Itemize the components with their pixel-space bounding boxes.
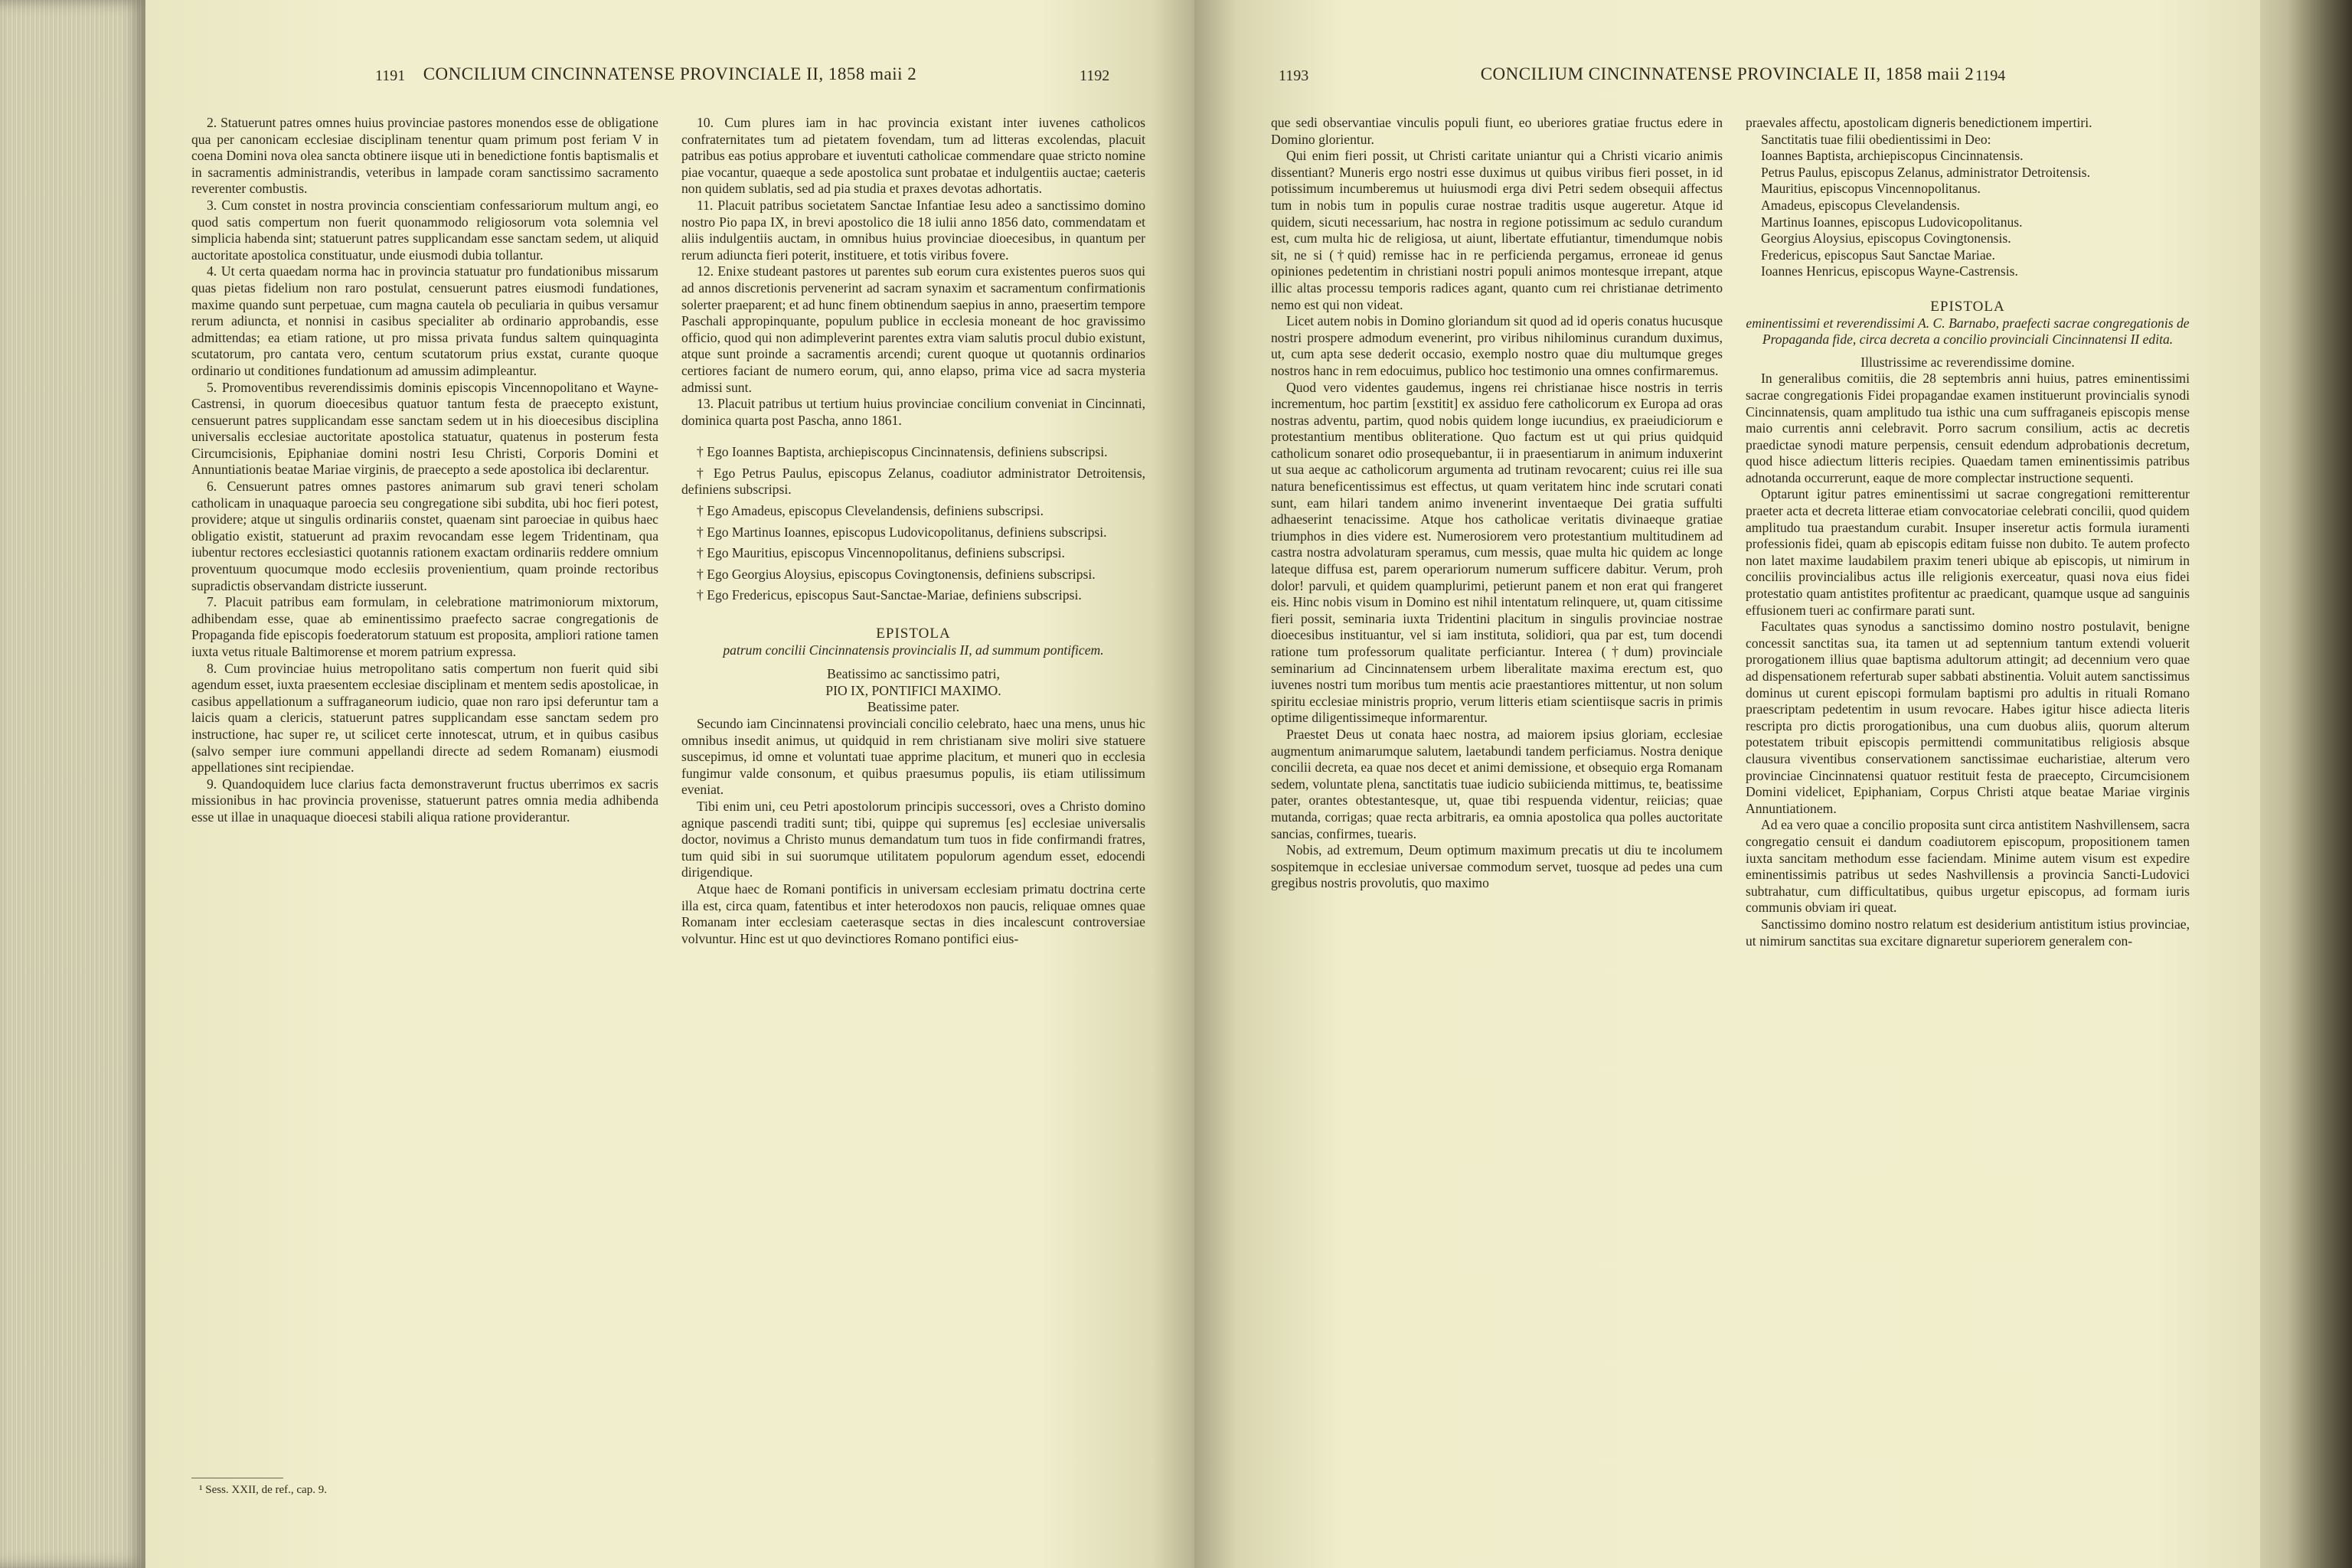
epistola-subtitle: patrum concilii Cincinnatensis provincialis II, ad summum pontificem. xyxy=(723,642,1104,658)
spacer xyxy=(1746,280,2190,288)
left-page-column-1 xyxy=(191,115,658,826)
letter-paragraph: Ad ea vero quae a concilio proposita sunt circa antistitem Nashvillensem, sacra congregatio censuit ei dandum coadiutorem episcopum, propositionem tamen iuxta sancitam methodum esse faciendam. Minime autem visum est expedire eminentissimis patribus ut sedes Nashvillensis a provincia Sancti-Ludovici subtrahatur, cum difficultatibus, quibus urgetur episcopus, ad formam iuris communis obviam iri queat. xyxy=(1746,817,2190,916)
letter-paragraph: Optarunt igitur patres eminentissimi ut sacrae congregationi remitterentur praeter acta et decreta litterae etiam convocatoriae celebrati concilii, quod quidem amplitudo tua praestandum curabit. Insuper inseretur actis formula iuramenti professionis fidei, quam ab episcopis editam fuisse non dubito. Te autem profecto non latet maxime laudabilem praxim teneri ubique ab episcopis, ut nimirum in conciliis provincialibus actus ille religionis exerceatur, quasi nova eius fidei protestatio quam antistites profitentur ac praedicant, quamque usque ad sanguinis effusionem tueri ac confirmare parati sunt. xyxy=(1746,486,2190,618)
footnote-text: Sess. XXII, de ref., cap. 9. xyxy=(205,1484,327,1496)
salutation: Illustrissime ac reverendissime domine. xyxy=(1860,354,2075,370)
signer-line: Martinus Ioannes, episcopus Ludovicopolitanus. xyxy=(1761,214,2023,230)
decree-paragraph: 2. Statuerunt patres omnes huius provinciae pastores monendos esse de obligatione qua per canonicam ecclesiae disciplinam tenentur quam primum post feriam V in coena Domini nova olea sancta obtinere iisque uti in benedictione fontis baptismalis et in sacramentis administrandis, veteribus in lampade coram sanctissimo sacramento reverenter combustis. xyxy=(191,115,658,197)
letter-paragraph: Secundo iam Cincinnatensi provinciali concilio celebrato, haec una mens, unus hic omnibus insedit animus, ut quidquid in rem christianam sive moliri sive statuere suscepimus, id omne et voluntati tuae apprime placitum, et muneri quo in ecclesia fungimur valde consonum, et quibus praesumus populis, iis etiam utilissimum eveniat. xyxy=(681,716,1145,798)
decree-paragraph: 13. Placuit patribus ut tertium huius provinciae concilium conveniat in Cincinnati, dominica quarta post Pascha, anno 1861. xyxy=(681,396,1145,428)
page-number-1194: 1194 xyxy=(1975,67,2006,84)
right-page xyxy=(1194,0,2260,1568)
footnote: ¹ Sess. XXII, de ref., cap. 9. xyxy=(199,1484,327,1496)
page-number-1193: 1193 xyxy=(1279,67,1309,84)
salutation-pope: PIO IX, PONTIFICI MAXIMO. xyxy=(825,682,1001,698)
signature-line: † Ego Georgius Aloysius, episcopus Covingtonensis, definiens subscripsi. xyxy=(697,566,1096,582)
book-page-edges-right xyxy=(2260,0,2352,1568)
decree-paragraph: 11. Placuit patribus societatem Sanctae Infantiae Iesu adeo a sanctissimo domino nostro Pio papa IX, in brevi apostolico die 18 iulii anno 1856 dato, commendatam et aliis indulgentiis auctam, in omnibus huius provinciae dioecesibus, in quantum per rerum adiuncta fieri poterit, instituere, et totis viribus fovere. xyxy=(681,197,1145,263)
signer-line: Georgius Aloysius, episcopus Covingtonensis. xyxy=(1761,230,2011,247)
signer-line: Ioannes Henricus, episcopus Wayne-Castrensis. xyxy=(1761,263,2018,279)
signature-line: † Ego Ioannes Baptista, archiepiscopus Cincinnatensis, definiens subscripsi. xyxy=(697,444,1108,460)
signature-line: † Ego Amadeus, episcopus Clevelandensis, definiens subscripsi. xyxy=(697,503,1044,519)
right-page-column-1 xyxy=(1271,115,1723,892)
decree-paragraph: 6. Censuerunt patres omnes pastores animarum sub gravi teneri scholam catholicam in unaquaque paroecia seu congregatione sibi subdita, ubi hoc fieri potest, providere; atque ut singulis ordinariis constet, quaenam sint paroeciae in quibus haec obligatio existit, statuerunt ad praxim revocandam esse legem Tridentinam, qua iubentur rectores ecclesiastici quotannis rationem exactam ordinariis reddere omnium proventuum quocumque modo ecclesiis provenientium, quam proinde rectoribus supradictis observandam districte iusserunt. xyxy=(191,479,658,593)
decree-paragraph: 9. Quandoquidem luce clarius facta demonstraverunt fructus uberrimos ex sacris missionibus in hac provincia provenisse, statuerunt patres omnia media adhibenda esse ut illae in unaquaque dioecesi stabili aliqua ratione providerantur. xyxy=(191,776,658,825)
running-title-left: CONCILIUM CINCINNATENSE PROVINCIALE II, 1858 maii 2 xyxy=(423,64,917,83)
page-number-1192: 1192 xyxy=(1080,67,1110,84)
signer-line: Fredericus, episcopus Saut Sanctae Mariae. xyxy=(1761,247,1995,263)
signature-line: † Ego Martinus Ioannes, episcopus Ludovicopolitanus, definiens subscripsi. xyxy=(697,524,1107,540)
letter-paragraph: Licet autem nobis in Domino gloriandum sit quod ad id operis conatus hucusque nostri prospere admodum evenerint, pro viribus nihilominus curandum duximus, ut, cum apta sese dederit occasio, exemplo nostro quae diu multumque greges nostros hanc in rem edocuimus, publico hoc testimonio una omnes confirmaremus. xyxy=(1271,313,1723,378)
decree-paragraph: 5. Promoventibus reverendissimis dominis episcopis Vincennopolitano et Wayne-Castrensi, in quorum dioecesibus quatuor tantum festa de praecepto existunt, censuerunt patres supplicandam esse sanctam sedem ut in his dioecesibus disciplina universalis ecclesiae auctoritate apostolica statuatur, quatenus in posterum festa Circumcisionis, Epiphaniae domini nostri Iesu Christi, Corporis Domini et Annuntiationis beatae Mariae virginis, de praecepto a sede apostolica ibi declarentur. xyxy=(191,379,658,478)
signature-line: † Ego Petrus Paulus, episcopus Zelanus, coadiutor administrator Detroitensis, definiens subscripsi. xyxy=(681,465,1145,498)
page-number-1191: 1191 xyxy=(375,67,406,84)
letter-paragraph: Praestet Deus ut conata haec nostra, ad maiorem ipsius gloriam, ecclesiae augmentum animarumque salutem, laetabundi tandem perficiamus. Nostra denique concilii decreta, ea quae nos decet et animi demissione, et obsequio erga Romanam sedem, voluntate plena, sanctitatis tuae iudicio subiicienda mittimus, te, beatissime pater, orantes obtestantesque, ut, quae tibi respuenda videntur, reiicias; quae mutanda, corrigas; quae recta arbitraris, ea omnia apostolica qua polles auctoritate sancias, confirmes, tuearis. xyxy=(1271,726,1723,841)
signer-line: Ioannes Baptista, archiepiscopus Cincinnatensis. xyxy=(1761,148,2024,164)
signer-line: Petrus Paulus, episcopus Zelanus, administrator Detroitensis. xyxy=(1761,164,2091,180)
salutation: Beatissimo ac sanctissimo patri, xyxy=(827,666,1000,682)
letter-paragraph: Qui enim fieri possit, ut Christi caritate uniantur qui a Christi vicario animis dissentiant? Muneris ergo nostri esse duximus ut quibus viribus fieri posset, in id potissimum incumberemus ut huiusmodi erga divi Petri sedem obsequii affectus tum in nobis tum in populis curae nostrae traditis usque augeretur. Atque id quidem, sicuti necessarium, hac nostra in regione potissimum ac sedulo curandum est, cum multa hic de religiosa, ut aiunt, libertate effutiantur, timendumque nobis sit, ne si (†quid) remisse hac in re perficienda pergamus, erroneae id genus opiniones pedetentim in christiani nostri populi animos montesque irrepant, atque illic altas processu temporis radices agant, quanto cum rei christianae detrimento nemo est qui non videat. xyxy=(1271,148,1723,312)
left-page-header xyxy=(145,64,1194,98)
epistola-heading: EPISTOLA xyxy=(876,626,951,642)
right-page-column-2 xyxy=(1746,115,2190,949)
signer-line: Amadeus, episcopus Clevelandensis. xyxy=(1761,197,1960,213)
letter-paragraph: Atque haec de Romani pontificis in universam ecclesiam primatu doctrina certe illa est, circa quam, fatentibus et inter heterodoxos non paucis, reliquae omnes quae Romanam inter ecclesiam caeterasque sectas in dies incalescunt controversiae volvuntur. Hinc est ut quo devinctiores Romano pontifici eius- xyxy=(681,880,1145,946)
decree-paragraph: 8. Cum provinciae huius metropolitano satis compertum non fuerit quid sibi agendum esset, iuxta praesentem ecclesiae disciplinam et mentem sedis apostolicae, in casibus appellationum a suffraganeorum iudicio, quae non raro ipsi deferuntur tam a laicis quam a clericis, statuerunt patres supplicandam esse sanctam sedem pro instructione, hac super re, ut scilicet certe innotescat, utrum, et in quibus casibus (salvo semper iure communi appellandi directe ad sedem Romanam) eiusmodi appellationes sint recipiendae. xyxy=(191,660,658,776)
signature-line: † Ego Mauritius, episcopus Vincennopolitanus, definiens subscripsi. xyxy=(697,545,1065,561)
letter-paragraph: Facultates quas synodus a sanctissimo domino nostro postulavit, benigne concessit sanctitas sua, ita tamen ut ad septennium tantum extendi voluerit prorogationem illius quae baptisma adultorum attingit; ad decennium vero quae ad dispensationem referturab super sabbati abstinentia. Voluit autem sanctissimus dominus ut curent episcopi formulam baptismi pro adultis in rituali Romano praescriptam pedetentim in usum revocare. Habes igitur hisce adiecta literis rescripta pro dictis prorogationibus, una cum duobus aliis, quorum alterum potestatem tribuit episcopis permittendi communitatibus religiosis absque clausura viventibus conservationem sanctissimae eucharistiae, alterum vero provinciae Cincinnatensi quatuor restituit festa de praecepto, Circumcisionem Domini videlicet, Epiphaniam, Corpus Christi atque beatae Mariae virginis Annuntiationem. xyxy=(1746,619,2190,816)
spacer xyxy=(681,429,1145,439)
epistola-subtitle: eminentissimi et reverendissimi A. C. Barnabo, praefecti sacrae congregationis de Propaganda fide, circa decreta a concilio provinciali Cincinnatensi II edita. xyxy=(1746,315,2190,348)
spacer xyxy=(681,604,1145,615)
decree-paragraph: 12. Enixe studeant pastores ut parentes sub eorum cura existentes pueros suos qui ad annos discretionis pervenerint ad sacram synaxim et sacramentum confirmationis solerter praeparent; et ad hunc finem obtinendum saepius in anno, praesertim tempore Paschali appropinquante, populum publice in ecclesia moneant de hoc gravissimo officio, quod qui non adimpleverint parentes extra viam salutis procul dubio existunt, atque sunt proinde a sacramentis arcendi; curent quoque ut quotannis ordinarios certiores faciant de numero eorum, qui, anno elapso, prima vice ad sacra mysteria admissi sunt. xyxy=(681,263,1145,395)
right-page-header xyxy=(1194,64,2260,98)
spacer xyxy=(681,658,1145,666)
running-title-right: CONCILIUM CINCINNATENSE PROVINCIALE II, 1858 maii 2 xyxy=(1480,64,1975,83)
letter-paragraph: Nobis, ad extremum, Deum optimum maximum precatis ut diu te incolumem sospitemque in ecclesiae universae commodum servet, tuosque ad pedes una cum gregibus nostris provolutis, quo maximo xyxy=(1271,842,1723,891)
closing-line: Sanctitatis tuae filii obedientissimi in Deo: xyxy=(1761,131,1991,147)
decree-paragraph: 3. Cum constet in nostra provincia conscientiam confessariorum multum angi, eo quod satis compertum non fuerit quonammodo religiosorum vota solemnia vel simplicia habenda sint; statuerunt patres supplicandam esse sanctam sedem, ut aliquid auctoritate apostolica constituatur, unde eiusmodi dubia tollantur. xyxy=(191,197,658,263)
spacer xyxy=(1746,348,2190,354)
decree-paragraph: 10. Cum plures iam in hac provincia existant inter iuvenes catholicos confraternitates tum ad pietatem fovendam, tum ad litteras excolendas, placuit patribus eas potius approbare et iuventuti catholicae commendare quae stricto nomine piae vocantur, quaeque a sede apostolica sunt probatae et indulgentiis auctae; caeteris non quidem sublatis, sed ad pia studia et praxes devotas adhortatis. xyxy=(681,115,1145,197)
letter-paragraph: Sanctissimo domino nostro relatum est desiderium antistitum istius provinciae, ut nimirum sanctitas sua excitare dignaretur superiorem generalem con- xyxy=(1746,916,2190,949)
letter-paragraph: praevales affectu, apostolicam digneris benedictionem impertiri. xyxy=(1746,115,2092,130)
letter-paragraph: Quod vero videntes gaudemus, ingens rei christianae hisce nostris in terris incrementum, hoc partim [exstitit] ex assiduo fere catholicorum ex Europa ad oras nostras adventu, partim, quod nobis quidem longe iucundius, ex praeiudiciorum e protestantium mentibus obliteratione. Quo factum est ut qui prius quidquid catholicum sonaret odio prosequebantur, ii in praesentiarum in animum induxerint ut sua aeque ac catholicorum argumenta ad trutinam revocarent; cuius rei ille sua natura beneficentissimus est effectus, ut quam veritatem hinc inde scrutari conati sunt, eam hilari tandem animo invenerint inventaeque Dei gratia suffulti adhaeserint tenacissime. Atque hos catholicae veritatis divinaeque gratiae triumphos in dies videre est. Numerosiorem vero protestantium multitudinem ad castra nostra advolaturam speramus, cum messis, quae multa hic quidem ac longe lateque diffusa est, parem operariorum numerum sufficere dabitur. Verum, proh dolor! parvuli, et quidem quamplurimi, petierunt panem et non erat qui frangeret eis. Hinc nobis visum in Domino est nihil intentatum relinquere, ut, quam citissime fieri possit, seminaria iuxta Tridentini placitum in singulis provinciae nostrae dioecesibus instituantur, vel si iam instituta, solidiori, qua par est, tum docendi ratione tum professorum qualitate perficiantur. Interea (†dum) provinciale seminarium ad Cincinnatensem urbem liberalitate maxima erectum est, quo iuvenes nostri tum moribus tum mentis acie praestantiores mittentur, ut non solum spiritu ecclesiae ministris proprio, verum litteris etiam scientiisque sacris in primis optime diligentissimeque informarentur. xyxy=(1271,379,1723,726)
signer-line: Mauritius, episcopus Vincennopolitanus. xyxy=(1761,181,1981,197)
book-page-edges-left xyxy=(0,0,145,1568)
letter-paragraph: In generalibus comitiis, die 28 septembris anni huius, patres eminentissimi sacrae congregationis Fidei propagandae examen instituerunt provincialis synodi Cincinnatensis, quam amplitudo tua isthic una cum suffraganeis episcopis mense maio currentis anni celebravit. Porro sacrum consilium, actis ac decretis praedictae synodi mature perpensis, censuit edendum adprobationis decretum, quod hisce adiectum litteris recipies. Quaedam tamen eminentissimis patribus adnotanda occurrerunt, eaque de more complectar instructione sequenti. xyxy=(1746,371,2190,485)
decree-paragraph: 4. Ut certa quaedam norma hac in provincia statuatur pro fundationibus missarum quas pietas fidelium non raro postulat, censuerunt patres eiusmodi fundationes, maxime quando sunt perpetuae, cum magna cautela ob peculiaria in quibus versamur rerum adiuncta, et nonnisi in casibus specialiter ab ordinario approbandis, esse admittendas; ea etiam ratione, ut pro missa privata fundus saltem quinquaginta scutatorum, pro cantata vero, centum scutatorum prius exstat, curante quoque ordinario ut conditiones fundationum ad amussim adimpleantur. xyxy=(191,263,658,378)
letter-paragraph: que sedi observantiae vinculis populi fiunt, eo uberiores gratiae fructus edere in Domino glorientur. xyxy=(1271,115,1723,147)
decree-paragraph: 7. Placuit patribus eam formulam, in celebratione matrimoniorum mixtorum, adhibendam esse, quae ab eminentissimo praefecto sacrae congregationis de Propaganda fide episcopis foederatorum statuum est proposita, ampliori ratione tamen iuxta vetus rituale Baltimorense et morem patrium expressa. xyxy=(191,594,658,659)
left-page xyxy=(145,0,1194,1568)
left-page-column-2 xyxy=(681,115,1145,947)
signature-line: † Ego Fredericus, episcopus Saut-Sanctae-Mariae, definiens subscripsi. xyxy=(697,587,1082,603)
letter-paragraph: Tibi enim uni, ceu Petri apostolorum principis successori, oves a Christo domino agnique pascendi traditi sunt; tibi, quippe qui supremus [es] ecclesiae universalis doctor, novimus a Christo munus demandatum tum tuos in fide confirmandi fratres, tum quid sibi in sui suorumque utilitatem populorum agendum esset, edocendi dirigendique. xyxy=(681,798,1145,880)
salutation-address: Beatissime pater. xyxy=(867,699,960,715)
epistola-heading: EPISTOLA xyxy=(1930,298,2005,315)
